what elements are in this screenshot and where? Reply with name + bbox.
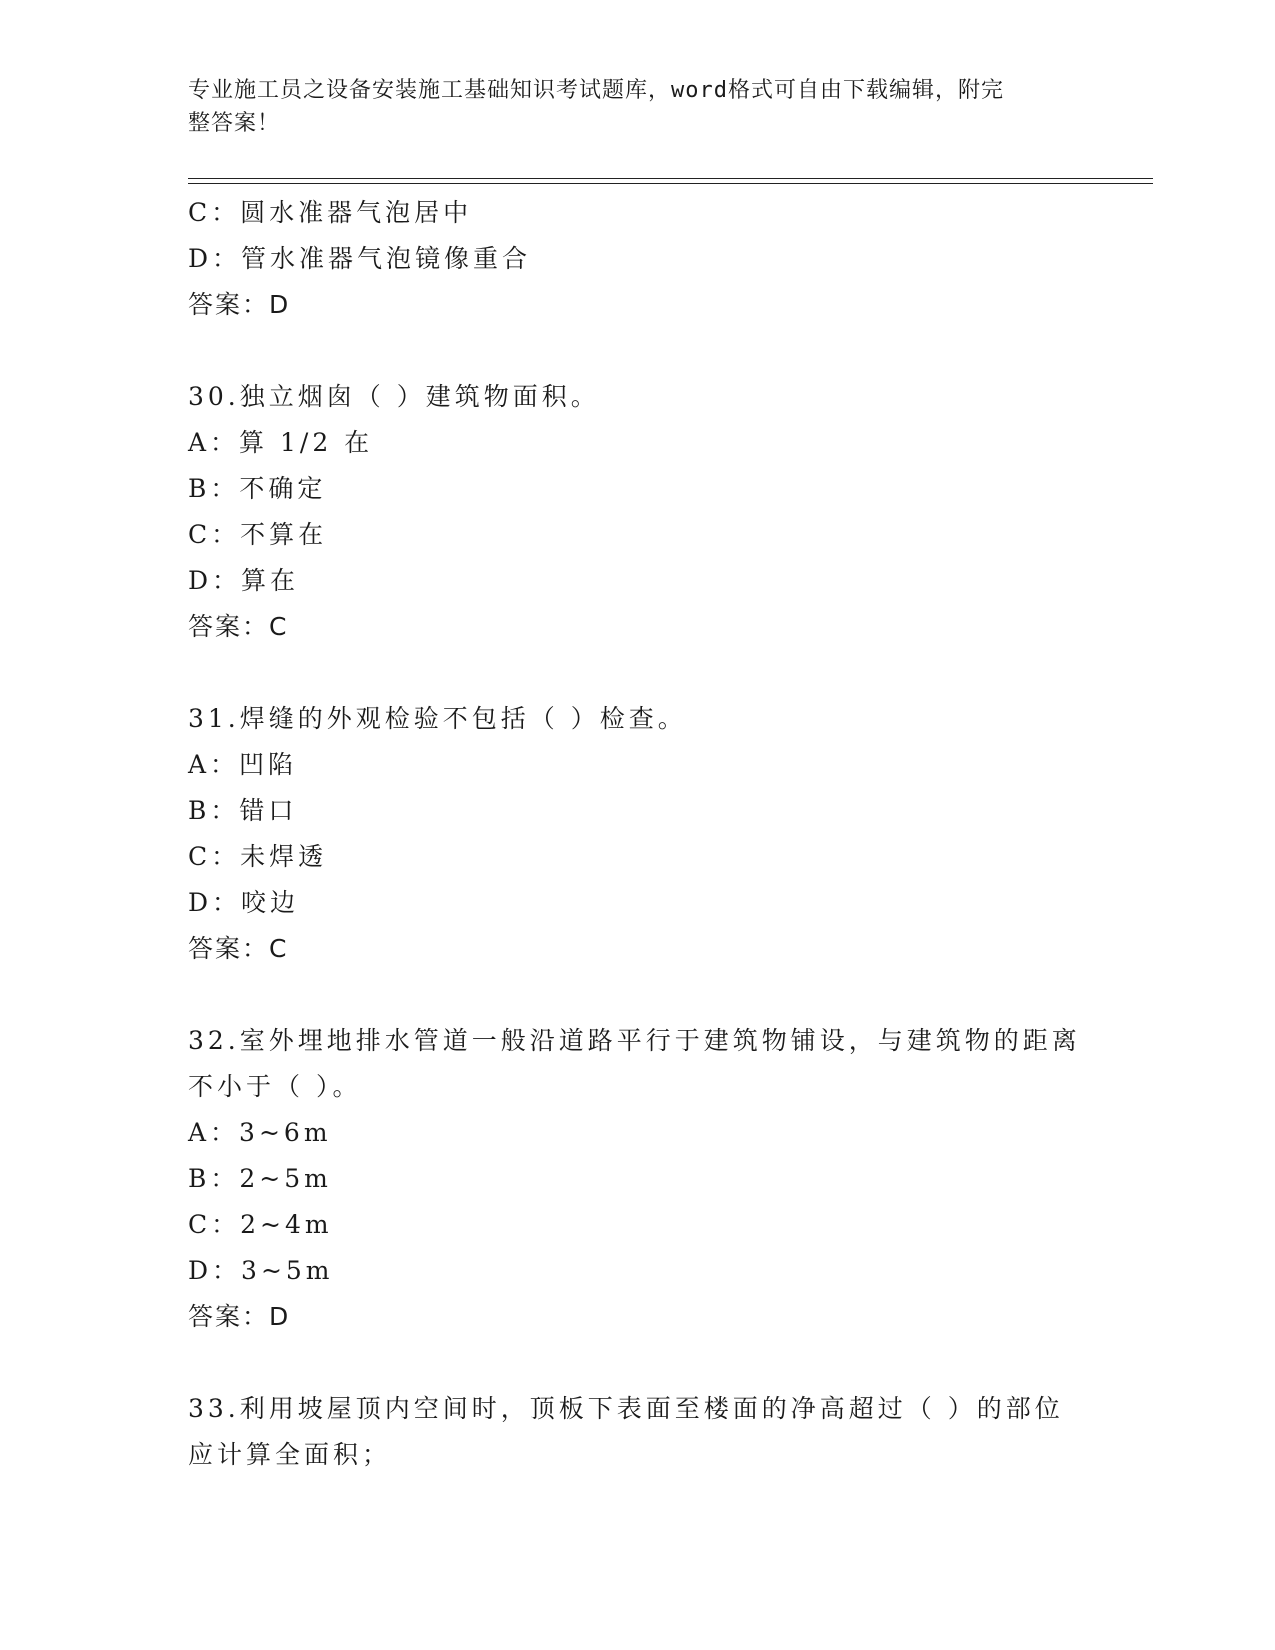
- spacer: [188, 328, 1088, 374]
- header-line-2: 整答案！: [188, 111, 281, 136]
- option-d: D：3~5m: [188, 1256, 334, 1285]
- question-stem-line-2: 不小于（ ）。: [188, 1072, 362, 1101]
- option-d: D：管水准器气泡镜像重合: [188, 244, 532, 273]
- option-a: A：凹陷: [188, 750, 298, 779]
- answer-line: 答案：D: [188, 290, 291, 319]
- question-stem: 31.焊缝的外观检验不包括（ ）检查。: [188, 704, 687, 733]
- spacer: [188, 650, 1088, 696]
- option-c: C：2~4m: [188, 1210, 333, 1239]
- option-d: D：咬边: [188, 888, 300, 917]
- question-31: [188, 696, 1088, 972]
- spacer: [188, 1340, 1088, 1386]
- answer-line: 答案：C: [188, 612, 289, 641]
- answer-line: 答案：D: [188, 1302, 291, 1331]
- header-divider-top: [188, 178, 1153, 179]
- option-c: C：不算在: [188, 520, 328, 549]
- question-content: [188, 190, 1088, 1478]
- header-divider-bottom: [188, 183, 1153, 184]
- option-d: D：算在: [188, 566, 300, 595]
- option-a: A：算 1/2 在: [188, 428, 374, 457]
- question-stem-line-1: 32.室外埋地排水管道一般沿道路平行于建筑物铺设，与建筑物的距离: [188, 1026, 1081, 1055]
- option-b: B：2~5m: [188, 1164, 332, 1193]
- document-header: [188, 74, 1088, 140]
- question-32: [188, 1018, 1088, 1340]
- question-stem-line-1: 33.利用坡屋顶内空间时，顶板下表面至楼面的净高超过（ ）的部位: [188, 1394, 1064, 1423]
- option-a: A：3~6m: [188, 1118, 332, 1147]
- option-c: C：未焊透: [188, 842, 328, 871]
- question-stem-line-2: 应计算全面积；: [188, 1440, 392, 1469]
- header-line-1: 专业施工员之设备安装施工基础知识考试题库，word格式可自由下载编辑，附完: [188, 78, 1004, 103]
- option-b: B：错口: [188, 796, 298, 825]
- spacer: [188, 972, 1088, 1018]
- option-b: B：不确定: [188, 474, 327, 503]
- question-33: [188, 1386, 1088, 1478]
- option-c: C：圆水准器气泡居中: [188, 198, 473, 227]
- question-stem: 30.独立烟囱（ ）建筑物面积。: [188, 382, 600, 411]
- question-30: [188, 374, 1088, 650]
- answer-line: 答案：C: [188, 934, 289, 963]
